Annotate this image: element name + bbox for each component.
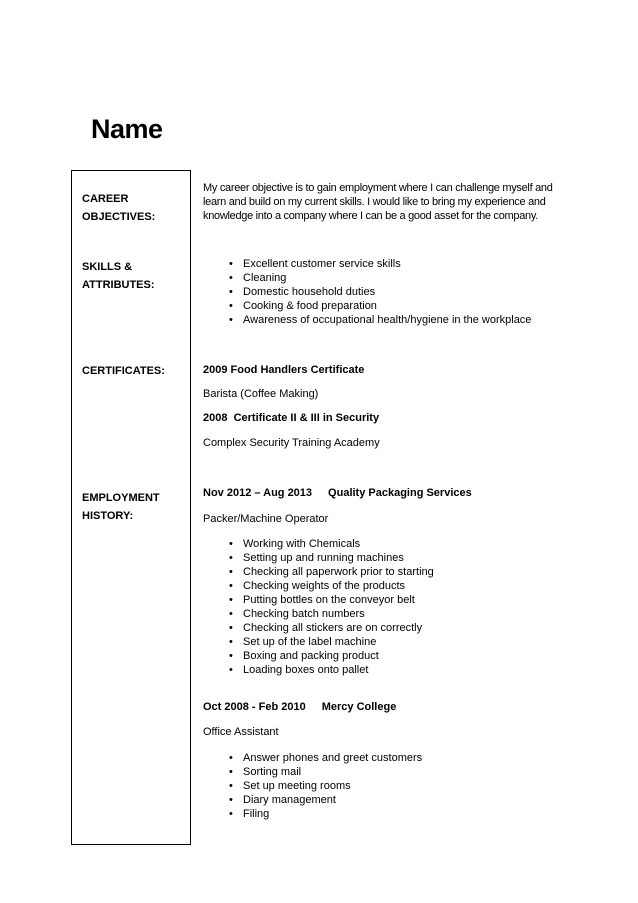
list-item: • Set up of the label machine <box>229 636 377 648</box>
job-heading <box>203 487 472 499</box>
job-employer: Mercy College <box>321 701 397 713</box>
list-item: • Boxing and packing product <box>229 650 379 662</box>
job-role: Office Assistant <box>203 726 279 738</box>
resume-name: Name <box>91 114 163 144</box>
certificate-detail: Complex Security Training Academy <box>203 437 380 449</box>
career-label-line-1: CAREER <box>82 193 129 205</box>
list-item: • Checking all stickers are on correctly <box>229 622 423 634</box>
job-role: Packer/Machine Operator <box>203 513 329 525</box>
certificate-detail: Barista (Coffee Making) <box>203 388 319 400</box>
list-item: • Checking batch numbers <box>229 608 365 620</box>
job-dates: Nov 2012 – Aug 2013 <box>203 487 313 499</box>
list-item: • Putting bottles on the conveyor belt <box>229 594 415 606</box>
career-objectives-label <box>82 190 155 226</box>
employment-history-label <box>82 489 160 525</box>
employment-label-line-1: EMPLOYMENT <box>82 492 160 504</box>
job-heading <box>203 701 396 713</box>
list-item: • Loading boxes onto pallet <box>229 664 369 676</box>
list-item: • Set up meeting rooms <box>229 780 351 792</box>
list-item: • Working with Chemicals <box>229 538 361 550</box>
skills-attributes-label <box>82 258 155 294</box>
skills-list <box>203 257 531 327</box>
list-item: • Excellent customer service skills <box>229 258 401 270</box>
employment-label-line-2: HISTORY: <box>82 510 134 522</box>
job-dates: Oct 2008 - Feb 2010 <box>203 701 306 713</box>
job-duties-list <box>203 751 422 821</box>
career-label-line-2: OBJECTIVES: <box>82 211 156 223</box>
list-item: • Checking weights of the products <box>229 580 406 592</box>
list-item: • Cooking & food preparation <box>229 300 377 312</box>
list-item: • Answer phones and greet customers <box>229 752 423 764</box>
certificate-title: 2008 Certificate II & III in Security <box>203 412 380 424</box>
list-item: • Awareness of occupational health/hygiene in the workplace <box>229 314 532 326</box>
list-item: • Domestic household duties <box>229 286 376 298</box>
list-item: • Sorting mail <box>229 766 302 778</box>
list-item: • Checking all paperwork prior to starting <box>229 566 434 578</box>
job-employer: Quality Packaging Services <box>328 487 472 499</box>
skills-label-line-2: ATTRIBUTES: <box>82 279 155 291</box>
list-item: • Setting up and running machines <box>229 552 404 564</box>
job-duties-list <box>203 537 434 677</box>
career-objective-text: My career objective is to gain employment where I can challenge myself and learn and build on my current skills. I would like to bring my experience and knowledge into a company where I can be a good asset for the company. <box>203 182 553 222</box>
list-item: • Cleaning <box>229 272 287 284</box>
list-item: • Filing <box>229 808 270 820</box>
certificate-title: 2009 Food Handlers Certificate <box>203 364 365 376</box>
certificates-label: CERTIFICATES: <box>82 365 165 377</box>
list-item: • Diary management <box>229 794 336 806</box>
skills-label-line-1: SKILLS & <box>82 261 133 273</box>
